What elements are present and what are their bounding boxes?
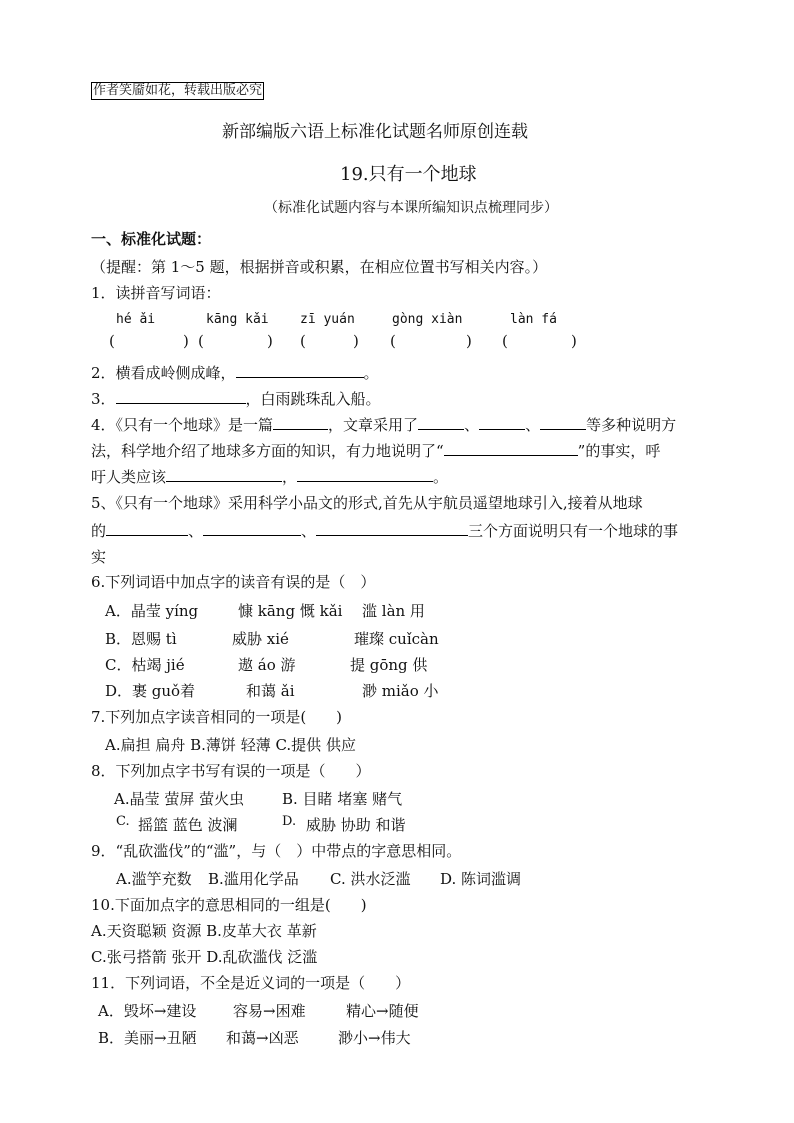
- q8-option-d: 威胁 协助 和谐: [306, 816, 406, 834]
- q11-option-a-3: 精心→随便: [346, 1002, 419, 1020]
- q1-answer-paren-3-close: ): [353, 332, 359, 350]
- q5-line-1: 5、《只有一个地球》采用科学小品文的形式,首先从宇航员遥望地球引入,接着从地球: [91, 494, 643, 512]
- q6-option-a-3: 滥 làn 用: [362, 602, 425, 620]
- q6-option-c-3: 提 gōng 供: [350, 656, 428, 674]
- q6-option-c-1: C．枯竭 jié: [105, 656, 185, 674]
- q10-stem: 10.下面加点字的意思相同的一组是( ): [91, 896, 367, 914]
- q1-answer-paren-2-close: ): [267, 332, 273, 350]
- q1-pinyin-1: hé ǎi: [116, 312, 156, 327]
- q1-pinyin-3: zī yuán: [300, 312, 355, 327]
- q6-option-b-3: 璀璨 cuǐcàn: [354, 630, 439, 648]
- q1-stem: 1．读拼音写词语：: [91, 284, 221, 302]
- q9-option-d: D. 陈词滥调: [440, 870, 522, 888]
- q1-answer-paren-2-open: (: [198, 332, 204, 350]
- q4-line-1: [91, 414, 676, 435]
- q4-blank-7[interactable]: [297, 467, 433, 482]
- q5-sep-2: 、: [301, 522, 317, 540]
- document-title: 新部编版六语上标准化试题名师原创连载: [222, 122, 528, 142]
- subtitle: （标准化试题内容与本课所编知识点梳理同步）: [264, 200, 558, 216]
- q4-sep-1: 、: [464, 416, 480, 434]
- q4-text-h: 。: [433, 468, 449, 486]
- q11-option-b-3: 渺小→伟大: [338, 1029, 411, 1047]
- q8-option-c: 摇篮 蓝色 波澜: [138, 816, 238, 834]
- q8-option-b: B. 目睹 堵塞 赌气: [282, 790, 403, 808]
- q11-stem: 11．下列词语，不全是近义词的一项是（ ）: [91, 974, 411, 992]
- author-notice: 作者笑靥如花，转载出版必究: [93, 83, 263, 98]
- q5-line-2: [91, 520, 678, 541]
- q1-pinyin-5: làn fá: [510, 312, 557, 327]
- q1-pinyin-2: kāng kǎi: [206, 312, 269, 327]
- q3-blank[interactable]: [116, 389, 246, 404]
- q6-option-a-1: A．晶莹 yíng: [105, 602, 199, 620]
- q9-option-c: C. 洪水泛滥: [330, 870, 411, 888]
- q6-option-c-2: 遨 áo 游: [238, 656, 296, 674]
- tip-text: （提醒：第 1～5 题，根据拼音或积累，在相应位置书写相关内容。）: [91, 258, 548, 276]
- q2-text: 2．横看成岭侧成峰，: [91, 364, 236, 382]
- q9-stem: 9．“乱砍滥伐”的“滥”，与（ ）中带点的字意思相同。: [91, 842, 462, 860]
- q5-blank-3[interactable]: [316, 521, 468, 536]
- q11-option-a-1: A．毁坏→建设: [98, 1002, 197, 1020]
- q4-text-g: ，: [282, 468, 298, 486]
- q8-option-d-letter: D.: [282, 814, 297, 829]
- q4-blank-4[interactable]: [540, 415, 586, 430]
- q1-pinyin-4: gòng xiàn: [392, 312, 463, 327]
- q8-stem: 8．下列加点字书写有误的一项是（ ）: [91, 762, 371, 780]
- q4-text-d: 法，科学地介绍了地球多方面的知识，有力地说明了“: [91, 442, 444, 460]
- q3-line: [91, 388, 381, 409]
- q9-option-a: A.滥竽充数: [116, 870, 192, 888]
- q2-line: [91, 362, 379, 383]
- q4-text-b: ，文章采用了: [328, 416, 419, 434]
- q10-options-line-2: C.张弓搭箭 张开 D.乱砍滥伐 泛滥: [91, 948, 318, 966]
- q4-line-3: [91, 466, 448, 487]
- q4-text-c: 等多种说明方: [586, 416, 677, 434]
- q10-options-line-1: A.天资聪颖 资源 B.皮革大衣 革新: [91, 922, 317, 940]
- q4-blank-6[interactable]: [166, 467, 282, 482]
- q8-option-a: A.晶莹 萤屏 萤火虫: [114, 790, 245, 808]
- q7-options: A.扁担 扁舟 B.薄饼 轻薄 C.提供 供应: [105, 736, 356, 754]
- q4-line-2: [91, 440, 660, 461]
- q11-option-b-1: B．美丽→丑陋: [98, 1029, 197, 1047]
- q4-blank-2[interactable]: [418, 415, 464, 430]
- q4-blank-3[interactable]: [479, 415, 525, 430]
- q1-answer-paren-5-open: (: [502, 332, 508, 350]
- q1-answer-paren-1-open: (: [109, 332, 115, 350]
- q4-text-f: 吁人类应该: [91, 468, 167, 486]
- lesson-title: 19.只有一个地球: [340, 164, 477, 185]
- section-heading: 一、标准化试题：: [91, 230, 212, 248]
- q4-text-a: 4．《只有一个地球》是一篇: [91, 416, 274, 434]
- q4-text-e: ”的事实，呼: [577, 442, 661, 460]
- q6-option-d-3: 渺 miǎo 小: [362, 682, 439, 700]
- q3-number: 3．: [91, 390, 116, 408]
- q1-answer-paren-3-open: (: [300, 332, 306, 350]
- q2-end: 。: [363, 364, 379, 382]
- q11-option-a-2: 容易→困难: [233, 1002, 306, 1020]
- q3-text: ，白雨跳珠乱入船。: [245, 390, 381, 408]
- q1-answer-paren-4-open: (: [390, 332, 396, 350]
- q5-sep-1: 、: [188, 522, 204, 540]
- q6-option-b-2: 威胁 xié: [232, 630, 289, 648]
- q5-blank-1[interactable]: [106, 521, 188, 536]
- q11-option-b-2: 和蔼→凶恶: [226, 1029, 299, 1047]
- q6-option-a-2: 慷 kāng 慨 kǎi: [238, 602, 343, 620]
- q1-answer-paren-1-close: ): [183, 332, 189, 350]
- q1-answer-paren-4-close: ): [466, 332, 472, 350]
- q5-text-b: 的: [91, 522, 107, 540]
- q4-blank-5[interactable]: [444, 441, 578, 456]
- q5-text-c: 三个方面说明只有一个地球的事: [468, 522, 679, 540]
- q8-option-c-letter: C.: [116, 814, 130, 829]
- q6-option-b-1: B．恩赐 tì: [105, 630, 177, 648]
- q6-stem: 6.下列词语中加点字的读音有误的是（ ）: [91, 573, 376, 591]
- q4-sep-2: 、: [525, 416, 541, 434]
- q5-line-3: 实: [91, 548, 107, 566]
- q9-option-b: B.滥用化学品: [208, 870, 299, 888]
- q2-blank[interactable]: [236, 363, 364, 378]
- q7-stem: 7.下列加点字读音相同的一项是( ): [91, 708, 343, 726]
- q6-option-d-1: D．裹 guǒ着: [105, 682, 196, 700]
- q6-option-d-2: 和蔼 ǎi: [246, 682, 295, 700]
- q1-answer-paren-5-close: ): [571, 332, 577, 350]
- q5-blank-2[interactable]: [203, 521, 301, 536]
- q4-blank-1[interactable]: [273, 415, 328, 430]
